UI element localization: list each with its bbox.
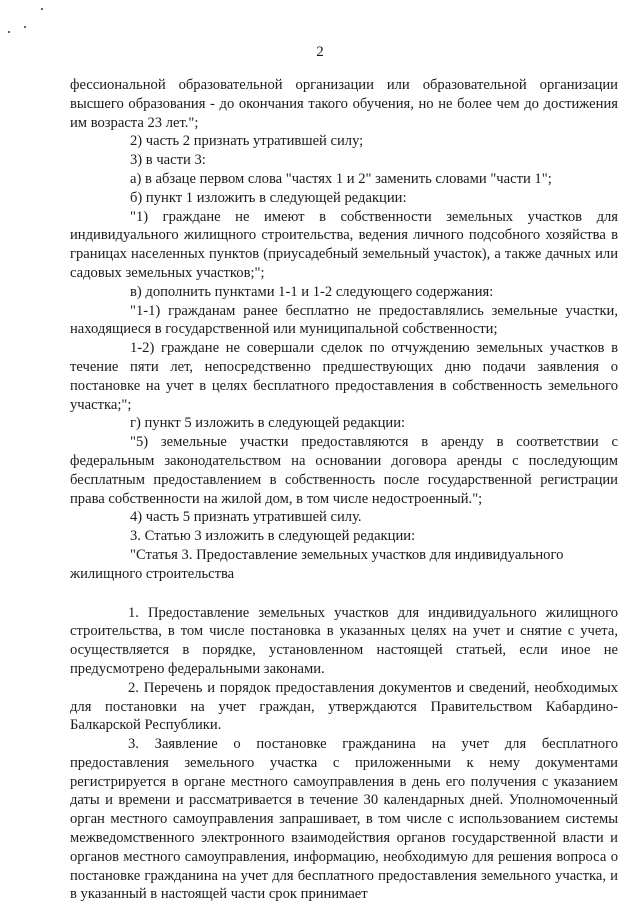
article-paragraph: 3. Заявление о постановке гражданина на учет для бесплатного предоставления земельного участка с приложенными к нему документами регистрируется в органе местного самоуправления в день его получения с указанием даты и времени и рассматривается в течение 30 календарных дней. Уполномоченный орган местного самоуправления запрашивает, в том числе с использованием системы межведомственного электронного взаимодействия органов государственной власти и органов местного самоуправления, информацию, необходимую для решения вопроса о постановке гражданина на учет для бесплатного предоставления земельного участка, и в указанный в настоящей части срок принимает <box>70 736 618 903</box>
scan-speck <box>24 26 26 28</box>
paragraph: в) дополнить пунктами 1-1 и 1-2 следующего содержания: <box>130 283 494 300</box>
paragraph: г) пункт 5 изложить в следующей редакции: <box>130 415 406 432</box>
scan-speck <box>41 8 43 10</box>
spacer <box>70 584 618 604</box>
paragraph: фессиональной образовательной организации или образовательной организации высшего образования - до окончания такого обучения, но не более чем до достижения им возраста 23 лет."; <box>70 77 618 131</box>
paragraph: 2) часть 2 признать утратившей силу; <box>130 133 364 150</box>
paragraph: а) в абзаце первом слова "частях 1 и 2" заменить словами "части 1"; <box>130 170 552 187</box>
paragraph: "5) земельные участки предоставляются в аренду в соответствии с федеральным законодательством на основании договора аренды с последующим бесплатным предоставлением в собственность после государственной регистрации права собственности на жилой дом, в том числе недостроенный."; <box>70 434 618 507</box>
paragraph: "1-1) гражданам ранее бесплатно не предоставлялись земельные участки, находящиеся в государственной или муниципальной собственности; <box>70 302 618 338</box>
paragraph: 1-2) граждане не совершали сделок по отчуждению земельных участков в течение пяти лет, непосредственно предшествующих дню подачи заявления о постановке на учет в целях бесплатного предоставления в собственность земельного участка;"; <box>70 340 618 413</box>
paragraph: 3. Статью 3 изложить в следующей редакции: <box>130 528 416 545</box>
paragraph: 4) часть 5 признать утратившей силу. <box>130 509 362 526</box>
scan-speck <box>8 31 10 33</box>
paragraph: "1) граждане не имеют в собственности земельных участков для индивидуального жилищного строительства, ведения личного подсобного хозяйства в границах населенных пунктов (приусадебный земельный участок), а также дачных или садовых земельных участков;"; <box>70 208 618 281</box>
page-number: 2 <box>316 44 324 60</box>
article-paragraph: 2. Перечень и порядок предоставления документов и сведений, необходимых для постановки на учет граждан, утверждаются Правительством Кабардино-Балкарской Республики. <box>70 679 618 734</box>
article-heading-line1: "Статья 3. Предоставление земельных участков для индивидуального <box>130 546 564 563</box>
paragraph: 3) в части 3: <box>130 152 206 169</box>
article-paragraph: 1. Предоставление земельных участков для индивидуального жилищного строительства, в том числе постановка в указанных целях на учет и снятие с учета, осуществляется в порядке, установленном настоящей статьей, если иное не предусмотрено федеральными законами. <box>70 604 618 677</box>
paragraph: б) пункт 1 изложить в следующей редакции: <box>130 189 407 206</box>
document-body <box>70 76 618 904</box>
article-heading-line2: жилищного строительства <box>70 565 235 582</box>
